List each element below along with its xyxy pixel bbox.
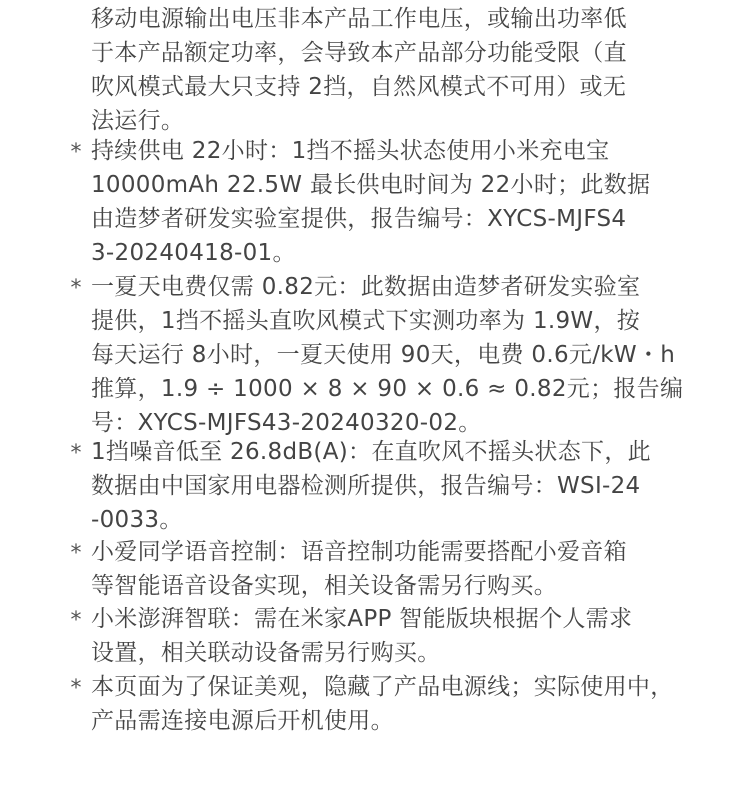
continued-note-text — [91, 2, 691, 138]
text-line: 吹风模式最大只支持 2挡，自然风模式不可用）或无 — [91, 74, 627, 100]
footnote-text — [91, 270, 691, 440]
footnote-text — [91, 535, 691, 603]
text-line: 法运行。 — [91, 108, 185, 134]
text-line: 设置，相关联动设备需另行购买。 — [91, 640, 441, 666]
text-line: 数据由中国家用电器检测所提供，报告编号：WSI-24 — [91, 473, 641, 499]
text-line: 提供，1挡不摇头直吹风模式下实测功率为 1.9W，按 — [91, 308, 641, 334]
text-line: 等智能语音设备实现，相关设备需另行购买。 — [91, 573, 557, 599]
asterisk-marker: * — [70, 276, 82, 301]
text-line: 1挡噪音低至 26.8dB(A)：在直吹风不摇头状态下，此 — [91, 439, 651, 465]
text-line: 一夏天电费仅需 0.82元：此数据由造梦者研发实验室 — [91, 274, 641, 300]
text-line: 由造梦者研发实验室提供，报告编号：XYCS-MJFS4 — [91, 206, 627, 232]
text-line: 10000mAh 22.5W 最长供电时间为 22小时；此数据 — [91, 172, 651, 198]
text-line: 小米澎湃智联：需在米家APP 智能版块根据个人需求 — [91, 606, 633, 632]
asterisk-marker: * — [70, 608, 82, 633]
footnote-text — [91, 670, 691, 738]
text-line: 产品需连接电源后开机使用。 — [91, 708, 394, 734]
text-line: 小爱同学语音控制：语音控制功能需要搭配小爱音箱 — [91, 539, 627, 565]
asterisk-marker: * — [70, 441, 82, 466]
text-line: 每天运行 8小时，一夏天使用 90天，电费 0.6元/kW・h — [91, 342, 676, 368]
text-line: 推算，1.9 ÷ 1000 × 8 × 90 × 0.6 ≈ 0.82元；报告编 — [91, 376, 684, 402]
footnote-text — [91, 602, 691, 670]
asterisk-marker: * — [70, 541, 82, 566]
text-line: 持续供电 22小时：1挡不摇头状态使用小米充电宝 — [91, 138, 610, 164]
text-line: 移动电源输出电压非本产品工作电压，或输出功率低 — [91, 6, 627, 32]
text-line: -0033。 — [91, 507, 183, 533]
text-line: 于本产品额定功率，会导致本产品部分功能受限（直 — [91, 40, 627, 66]
footnote-text — [91, 134, 691, 270]
asterisk-marker: * — [70, 676, 82, 701]
asterisk-marker: * — [70, 140, 82, 165]
text-line: 号：XYCS-MJFS43-20240320-02。 — [91, 410, 482, 436]
text-line: 3-20240418-01。 — [91, 240, 296, 266]
text-line: 本页面为了保证美观，隐藏了产品电源线；实际使用中， — [91, 674, 674, 700]
footnote-text — [91, 435, 691, 537]
